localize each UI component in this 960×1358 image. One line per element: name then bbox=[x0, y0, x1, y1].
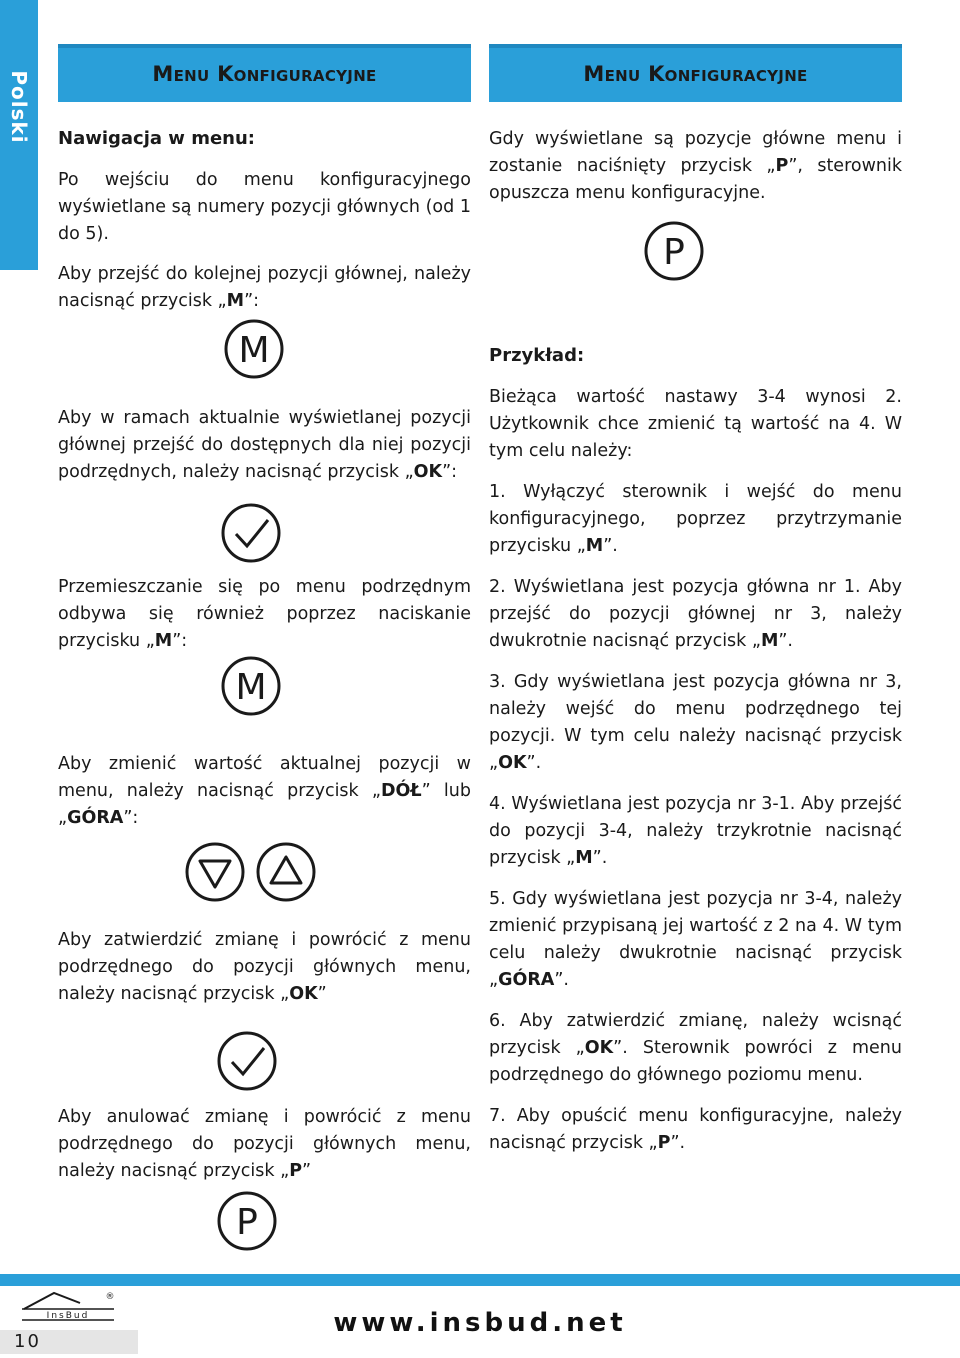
text-segment: Aby w ramach aktualnie wyświetlanej pozycji głównej przejść do dostępnych dla niej pozycji podrzędnych, należy nacisnąć przycisk „ bbox=[58, 408, 471, 482]
text-segment: 3. Gdy wyświetlana jest pozycja główna nr 3, należy wejść do menu podrzędnego tej pozycji. W tym celu należy nacisnąć przycisk „ bbox=[489, 672, 902, 773]
key-name: GÓRA bbox=[498, 970, 555, 990]
text-segment: ”. bbox=[592, 848, 608, 868]
text-segment: ”. bbox=[554, 970, 569, 990]
step-6 bbox=[489, 1008, 902, 1089]
text-segment: ” lub „ bbox=[58, 781, 471, 828]
key-name: P bbox=[775, 156, 789, 176]
p-button-label: P bbox=[236, 1202, 258, 1243]
registered-mark: ® bbox=[105, 1292, 115, 1302]
right-section-header bbox=[489, 44, 902, 102]
up-arrow-icon bbox=[255, 841, 317, 903]
text-segment: 7. Aby opuścić menu konfiguracyjne, należy nacisnąć przycisk „ bbox=[489, 1106, 902, 1153]
step-5 bbox=[489, 886, 902, 994]
p-button-icon bbox=[216, 1190, 278, 1252]
page-number: 10 bbox=[14, 1331, 41, 1352]
text-segment: 1. Wyłączyć sterownik i wejść do menu konfiguracyjnego, poprzez przytrzymanie przycisku „ bbox=[489, 482, 902, 556]
m-button-icon bbox=[223, 318, 285, 380]
step-3 bbox=[489, 669, 902, 777]
intro-paragraph bbox=[58, 167, 471, 248]
m-button-icon bbox=[220, 655, 282, 717]
key-name: M bbox=[585, 536, 604, 556]
sub-menu-navigation-paragraph bbox=[58, 574, 471, 655]
text-segment: Aby zatwierdzić zmianę i powrócić z menu podrzędnego do pozycji głównych menu, należy nacisnąć przycisk „ bbox=[58, 930, 471, 1004]
footer-bar bbox=[0, 1274, 960, 1286]
right-section-title: Menu Konfiguracyjne bbox=[583, 62, 808, 86]
exit-menu-paragraph bbox=[489, 126, 902, 207]
next-main-paragraph bbox=[58, 261, 471, 315]
logo-text: InsBud bbox=[46, 1311, 90, 1321]
cancel-change-paragraph bbox=[58, 1104, 471, 1185]
down-arrow-icon bbox=[184, 841, 246, 903]
key-name: M bbox=[760, 631, 779, 651]
text-segment: ”: bbox=[172, 631, 188, 651]
left-section-header bbox=[58, 44, 471, 102]
text-segment: ”: bbox=[244, 291, 260, 311]
key-name: DÓŁ bbox=[380, 781, 422, 801]
text-segment: Aby przejść do kolejnej pozycji głównej, należy nacisnąć przycisk „ bbox=[58, 264, 471, 311]
language-label: Polski bbox=[7, 70, 31, 144]
key-name: M bbox=[575, 848, 593, 868]
text-segment: ” bbox=[317, 984, 327, 1004]
key-name: GÓRA bbox=[67, 808, 124, 828]
ok-check-icon bbox=[216, 1030, 278, 1092]
example-paragraph bbox=[489, 384, 902, 465]
change-value-paragraph bbox=[58, 751, 471, 832]
key-name: M bbox=[226, 291, 245, 311]
key-name: OK bbox=[584, 1038, 614, 1058]
text-segment: 4. Wyświetlana jest pozycja nr 3-1. Aby przejść do pozycji 3-4, należy trzykrotnie nacisnąć przycisk „ bbox=[489, 794, 902, 868]
step-7 bbox=[489, 1103, 902, 1157]
key-name: OK bbox=[289, 984, 318, 1004]
text-segment: 6. Aby zatwierdzić zmianę, należy wcisnąć przycisk „ bbox=[489, 1011, 902, 1058]
text-segment: ”. bbox=[778, 631, 793, 651]
example-text: Bieżąca wartość nastawy 3-4 wynosi 2. Użytkownik chce zmienić tą wartość na 4. W tym celu należy: bbox=[489, 387, 902, 461]
text-segment: ”. bbox=[526, 753, 542, 773]
sub-position-paragraph bbox=[58, 405, 471, 486]
text-segment: Aby zmienić wartość aktualnej pozycji w menu, należy nacisnąć przycisk „ bbox=[58, 754, 471, 801]
step-4 bbox=[489, 791, 902, 872]
text-segment: ”: bbox=[123, 808, 139, 828]
navigation-heading: Nawigacja w menu: bbox=[58, 128, 255, 149]
left-section-title: Menu Konfiguracyjne bbox=[152, 62, 377, 86]
text-segment: ” bbox=[302, 1161, 312, 1181]
text-segment: Aby anulować zmianę i powrócić z menu podrzędnego do pozycji głównych menu, należy nacisnąć przycisk „ bbox=[58, 1107, 471, 1181]
text-segment: Przemieszczanie się po menu podrzędnym odbywa się również poprzez naciskanie przycisku „ bbox=[58, 577, 471, 651]
key-name: OK bbox=[498, 753, 527, 773]
text-segment: ”, sterownik opuszcza menu konfiguracyjne. bbox=[489, 156, 902, 203]
key-name: M bbox=[154, 631, 173, 651]
text-segment: ”. bbox=[670, 1133, 686, 1153]
text-segment: 2. Wyświetlana jest pozycja główna nr 1. Aby przejść do pozycji głównej nr 3, należy dwukrotnie nacisnąć przycisk „ bbox=[489, 577, 902, 651]
text-segment: ”. bbox=[603, 536, 618, 556]
ok-check-icon bbox=[220, 502, 282, 564]
p-button-label: P bbox=[663, 232, 685, 273]
text-segment: ”: bbox=[442, 462, 458, 482]
language-tab bbox=[0, 0, 38, 270]
key-name: P bbox=[289, 1161, 303, 1181]
text-segment: ”. Sterownik powróci z menu podrzędnego do głównego poziomu menu. bbox=[489, 1038, 902, 1085]
text-segment: Gdy wyświetlane są pozycje główne menu i zostanie naciśnięty przycisk „ bbox=[489, 129, 902, 176]
text-segment: 5. Gdy wyświetlana jest pozycja nr 3-4, należy zmienić przypisaną jej wartość z 2 na 4. W tym celu należy dwukrotnie nacisnąć przycisk „ bbox=[489, 889, 902, 990]
p-button-icon bbox=[643, 220, 705, 282]
page-number-box bbox=[0, 1330, 138, 1354]
step-2 bbox=[489, 574, 902, 655]
m-button-label: M bbox=[238, 330, 270, 371]
example-heading: Przykład: bbox=[489, 345, 585, 366]
intro-text: Po wejściu do menu konfiguracyjnego wyświetlane są numery pozycji głównych (od 1 do 5). bbox=[58, 170, 471, 244]
step-1 bbox=[489, 479, 902, 560]
confirm-change-paragraph bbox=[58, 927, 471, 1008]
insbud-logo bbox=[18, 1287, 118, 1323]
website-url[interactable]: www.insbud.net bbox=[333, 1308, 627, 1338]
key-name: OK bbox=[413, 462, 443, 482]
key-name: P bbox=[657, 1133, 671, 1153]
m-button-label: M bbox=[235, 667, 267, 708]
